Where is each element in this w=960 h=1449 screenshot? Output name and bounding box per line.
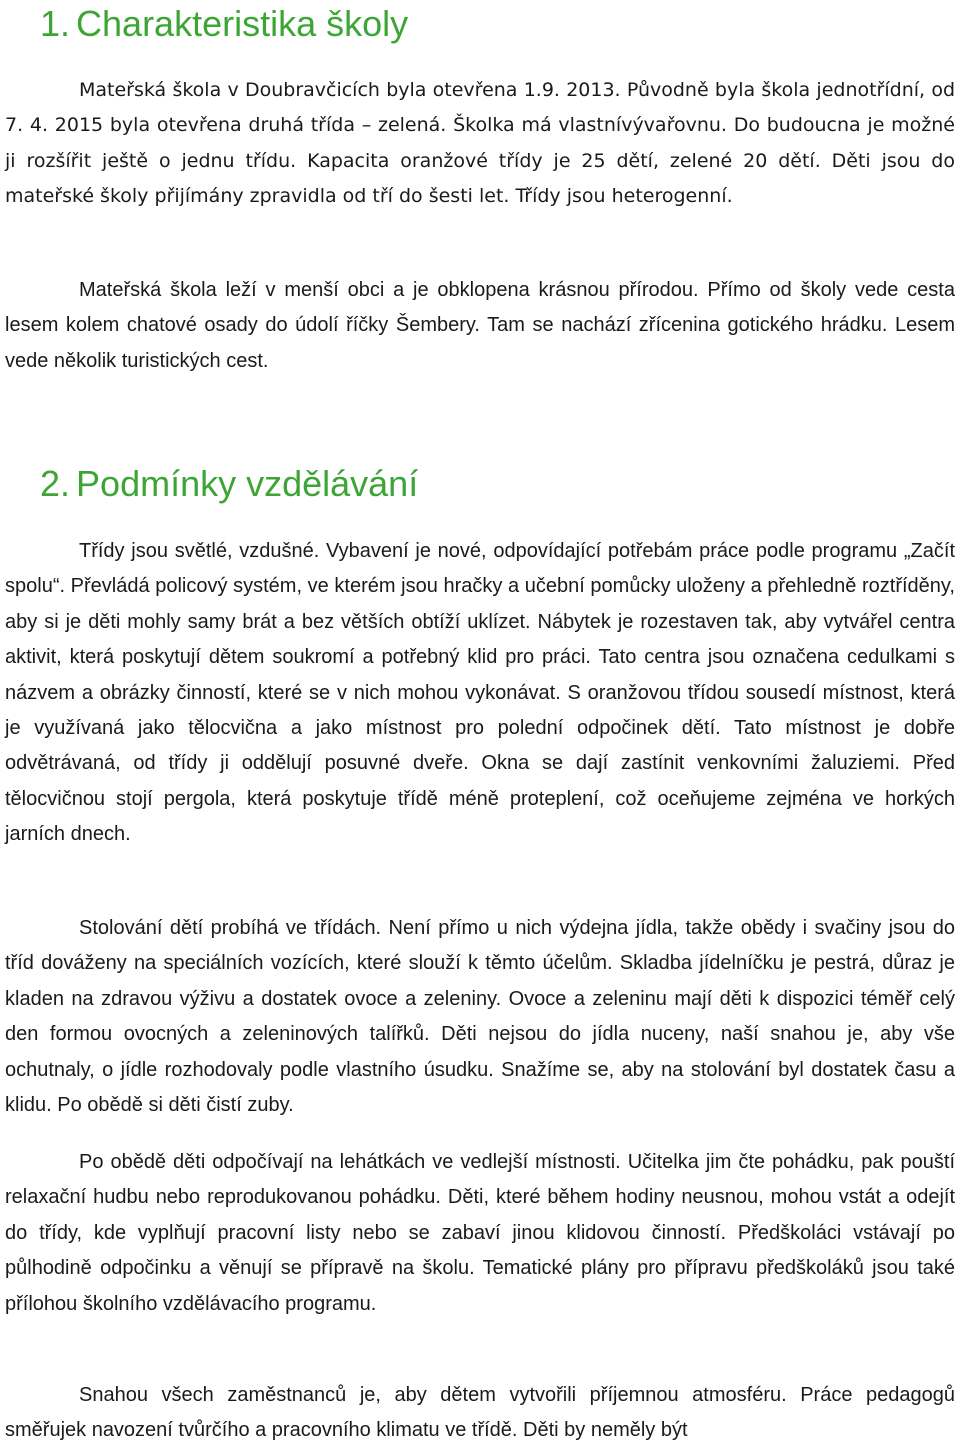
paragraph: Mateřská škola v Doubravčicích byla otevřena 1.9. 2013. Původně byla škola jednotřídní, od 7. 4. 2015 byla otevřena druhá třída – zelená. Školka má vlastnívývařovnu. Do budoucna je možné ji rozšířit ještě o jednu třídu. Kapacita oranžové třídy je 25 dětí, zelené 20 dětí. Děti jsou do mateřské školy přijímány zpravidla od tří do šesti let. Třídy jsou heterogenní. — [5, 79, 955, 208]
paragraph: Třídy jsou světlé, vzdušné. Vybavení je nové, odpovídající potřebám práce podle programu „Začít spolu“. Převládá policový systém, ve kterém jsou hračky a učební pomůcky uloženy a přehledně roztříděny, aby si je děti mohly samy brát a bez větších obtíží uklízet. Nábytek je rozestaven tak, aby vytvářel centra aktivit, která poskytují dětem soukromí a potřebný klid pro práci. Tato centra jsou označena cedulkami s názvem a obrázky činností, které se v nich mohou vykonávat. S oranžovou třídou sousedí místnost, která je využívaná jako tělocvična a jako místnost pro polední odpočinek dětí. Tato místnost je dobře odvětrávaná, od třídy ji oddělují posuvné dveře. Okna se dají zastínit venkovními žaluziemi. Před tělocvičnou stojí pergola, která poskytuje třídě méně proteplení, což oceňujeme zejména ve horkých jarních dnech. — [5, 540, 955, 846]
section-title: Charakteristika školy — [76, 3, 409, 44]
section-heading-2 — [40, 462, 418, 506]
section-number: 2. — [40, 463, 71, 504]
paragraph: Po obědě děti odpočívají na lehátkách ve vedlejší místnosti. Učitelka jim čte pohádku, pak pouští relaxační hudbu nebo reprodukovanou pohádku. Děti, které během hodiny neusnou, mohou vstát a odejít do třídy, kde vyplňují pracovní listy nebo se zabaví jinou klidovou činností. Předškoláci vstávají po půlhodině odpočinku a věnují se přípravě na školu. Tematické plány pro přípravu předškoláků jsou také přílohou školního vzdělávacího programu. — [5, 1151, 955, 1315]
paragraph: Mateřská škola leží v menší obci a je obklopena krásnou přírodou. Přímo od školy vede cesta lesem kolem chatové osady do údolí říčky Šembery. Tam se nachází zřícenina gotického hrádku. Lesem vede několik turistických cest. — [5, 279, 955, 372]
section-number: 1. — [40, 3, 71, 44]
section-title: Podmínky vzdělávání — [76, 463, 419, 504]
paragraph: Snahou všech zaměstnanců je, aby dětem vytvořili příjemnou atmosféru. Práce pedagogů směřujek navození tvůrčího a pracovního klimatu ve třídě. Děti by neměly být — [5, 1384, 955, 1442]
section-heading-1 — [40, 2, 408, 46]
paragraph: Stolování dětí probíhá ve třídách. Není přímo u nich výdejna jídla, takže obědy i svačiny jsou do tříd dováženy na speciálních vozících, které slouží k těmto účelům. Skladba jídelníčku je pestrá, důraz je kladen na zdravou výživu a dostatek ovoce a zeleniny. Ovoce a zeleninu mají děti k dispozici téměř celý den formou ovocných a zeleninových talířků. Děti nejsou do jídla nuceny, naší snahou je, aby vše ochutnaly, o jídle rozhodovaly podle vlastního úsudku. Snažíme se, aby na stolování byl dostatek času a klidu. Po obědě si děti čistí zuby. — [5, 917, 955, 1117]
